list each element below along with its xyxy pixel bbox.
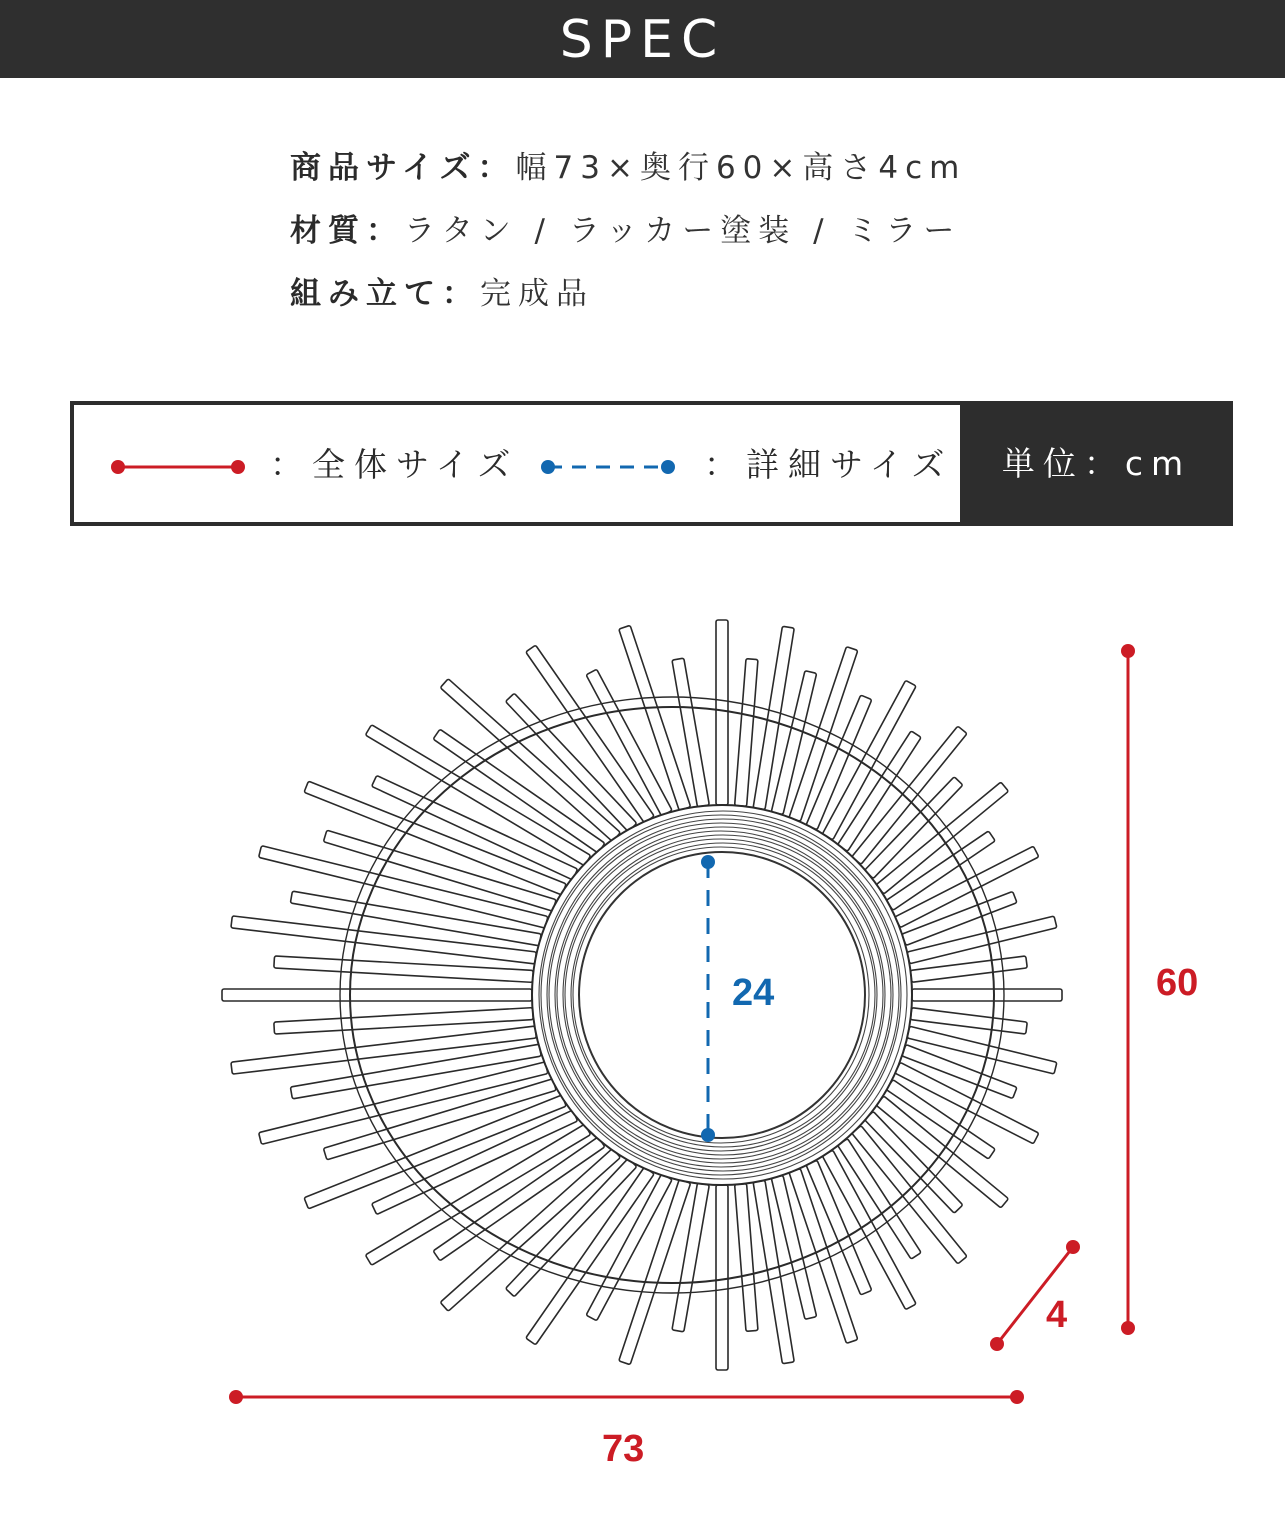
spec-label: 材質： xyxy=(290,213,404,249)
spec-header xyxy=(0,0,1285,78)
depth-label: 60 xyxy=(1156,962,1199,1004)
spec-label: 商品サイズ： xyxy=(290,150,516,186)
rattan-spoke xyxy=(222,989,532,1001)
height-label: 4 xyxy=(1046,1294,1068,1336)
rattan-spoke xyxy=(716,620,728,805)
width-dimension xyxy=(229,1390,1024,1404)
spec-value: 完成品 xyxy=(480,276,594,312)
mirror-glass xyxy=(579,852,865,1138)
rattan-spoke xyxy=(735,659,758,807)
width-label: 73 xyxy=(602,1428,645,1470)
legend-overall-label: ：全体サイズ xyxy=(270,445,520,484)
detail-line-icon xyxy=(536,447,686,487)
dimension-legend xyxy=(70,401,1233,526)
legend-detail-label: ：詳細サイズ xyxy=(704,445,954,484)
spec-row-assembly xyxy=(290,266,966,329)
overall-line-icon xyxy=(106,447,256,487)
depth-dimension xyxy=(1121,644,1135,1335)
header-title: SPEC xyxy=(559,10,726,70)
spec-label: 組み立て： xyxy=(290,276,480,312)
rattan-spoke xyxy=(274,1008,533,1034)
unit-badge: 単位：cm xyxy=(960,401,1233,526)
rattan-spoke xyxy=(716,1185,728,1370)
mirror-diameter-label: 24 xyxy=(732,972,775,1014)
spec-value: ラタン / ラッカー塗装 / ミラー xyxy=(404,213,962,249)
rattan-spoke xyxy=(735,1184,758,1332)
spec-list xyxy=(290,140,966,329)
rattan-spoke xyxy=(274,956,533,982)
rattan-spoke xyxy=(912,989,1062,1001)
mirror-diagram xyxy=(0,560,1285,1536)
spec-row-material xyxy=(290,203,966,266)
spec-value: 幅73×奥行60×高さ4cm xyxy=(515,150,967,186)
spec-row-size xyxy=(290,140,966,203)
